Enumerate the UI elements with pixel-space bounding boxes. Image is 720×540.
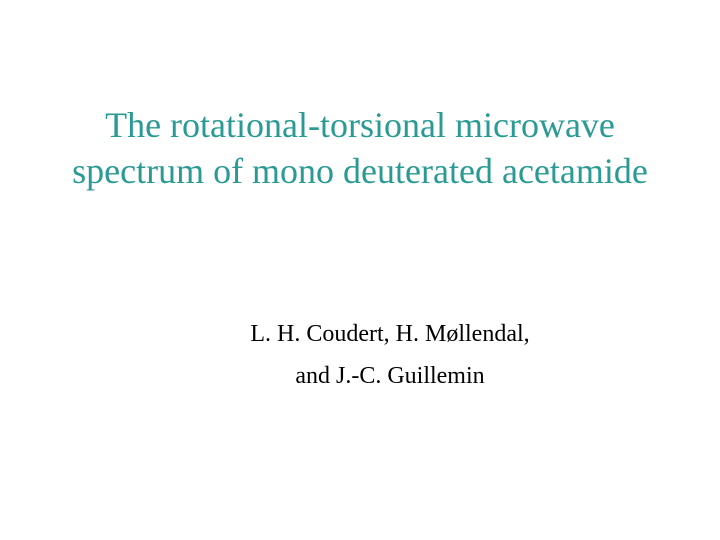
title-line-2: spectrum of mono deuterated acetamide [72, 151, 648, 191]
slide-title [20, 102, 700, 194]
author-line-2: and J.-C. Guillemin [295, 363, 485, 389]
author-line-1: L. H. Coudert, H. Møllendal, [250, 321, 530, 347]
author-list [40, 313, 720, 397]
title-line-1: The rotational-torsional microwave [105, 105, 615, 145]
